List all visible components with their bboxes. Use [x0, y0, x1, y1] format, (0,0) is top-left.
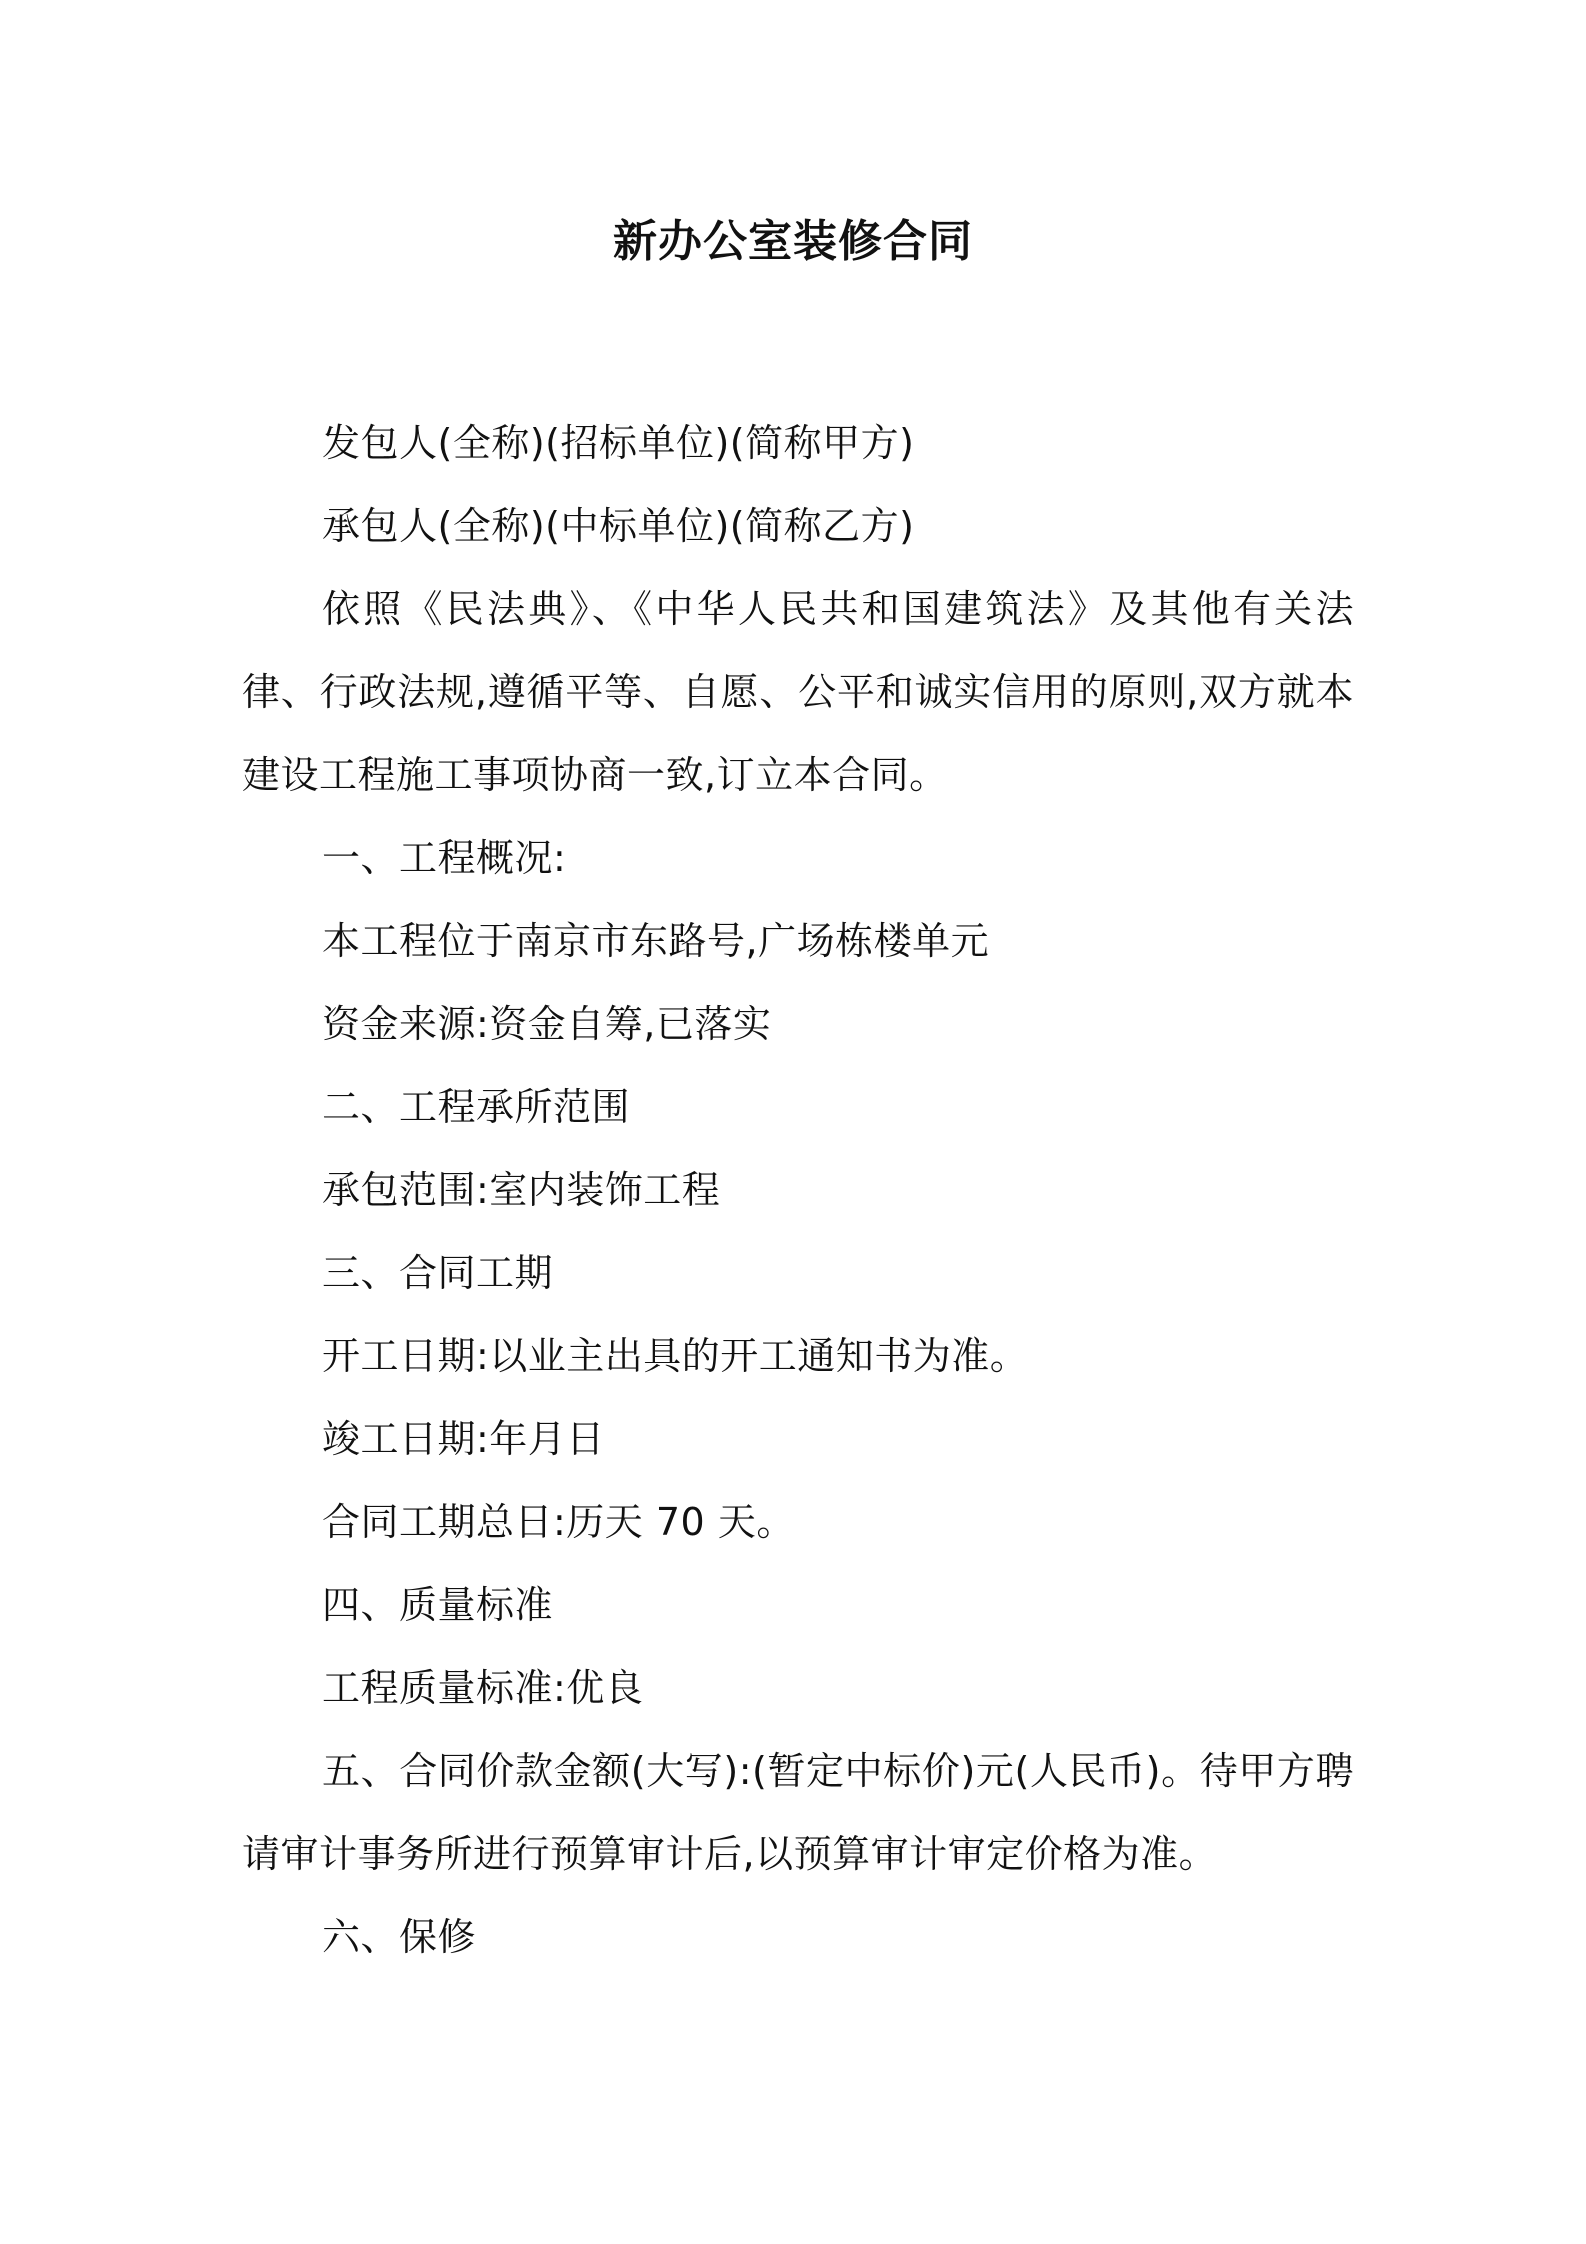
- paragraph-total-duration: 合同工期总日:历天 70 天。: [322, 1500, 795, 1544]
- paragraph-legal-basis: 依照《民法典》、《中华人民共和国建筑法》及其他有关法律、行政法规,遵循平等、自愿、公平和诚实信用的原则,双方就本建设工程施工事项协商一致,订立本合同。: [242, 587, 1354, 797]
- paragraph-quality-standard: 工程质量标准:优良: [322, 1666, 644, 1710]
- paragraph-contractor: 承包人(全称)(中标单位)(简称乙方): [322, 504, 915, 548]
- paragraph-scope: 承包范围:室内装饰工程: [322, 1168, 721, 1212]
- paragraph-funding: 资金来源:资金自筹,已落实: [322, 1002, 772, 1046]
- paragraph-completion-date: 竣工日期:年月日: [322, 1417, 605, 1461]
- paragraph-contract-price: 五、合同价款金额(大写):(暂定中标价)元(人民币)。待甲方聘请审计事务所进行预算审计后,以预算审计审定价格为准。: [242, 1749, 1354, 1876]
- document-title: 新办公室装修合同: [613, 216, 973, 267]
- section-heading-duration: 三、合同工期: [322, 1251, 554, 1295]
- section-heading-scope: 二、工程承所范围: [322, 1085, 631, 1129]
- document-body: [242, 402, 1354, 1979]
- paragraph-employer: 发包人(全称)(招标单位)(简称甲方): [322, 421, 915, 465]
- paragraph-location: 本工程位于南京市东路号,广场栋楼单元: [322, 919, 990, 963]
- paragraph-start-date: 开工日期:以业主出具的开工通知书为准。: [322, 1334, 1029, 1378]
- section-heading-warranty: 六、保修: [322, 1915, 477, 1959]
- section-heading-overview: 一、工程概况:: [322, 836, 567, 880]
- section-heading-quality: 四、质量标准: [322, 1583, 554, 1627]
